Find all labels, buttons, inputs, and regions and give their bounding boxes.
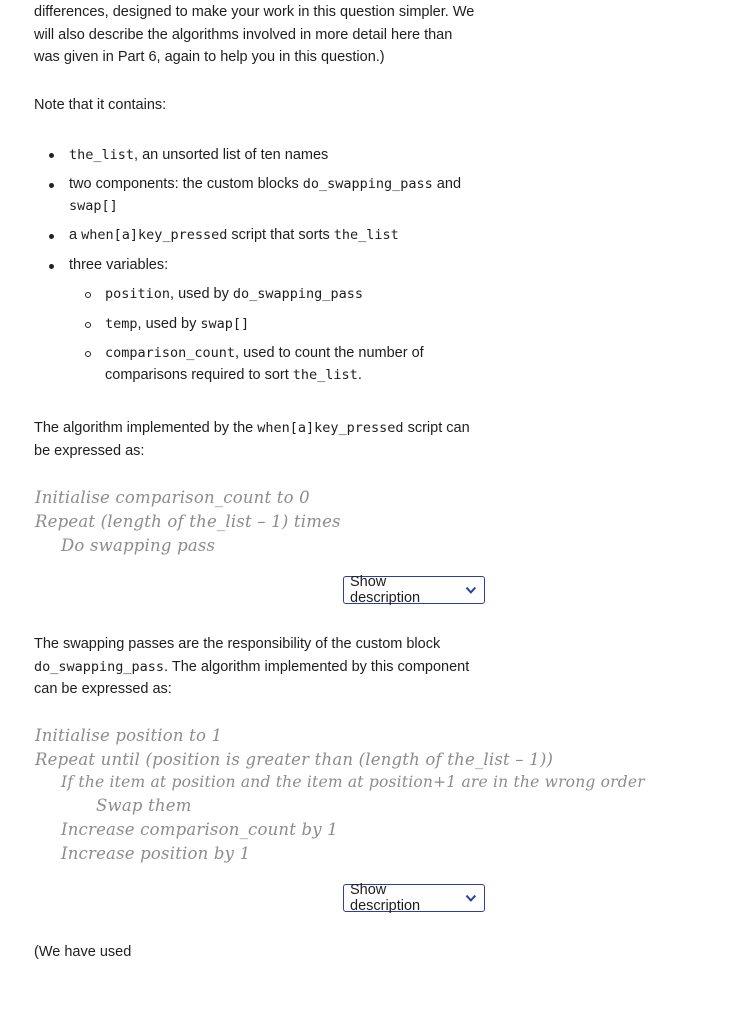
- show-description-button-2[interactable]: Show description: [343, 884, 485, 912]
- algo1-intro: The algorithm implemented by the when[a]key_pressed script can be expressed as:: [34, 420, 470, 459]
- algo1-line-2: Repeat (length of the_list – 1) times: [35, 512, 341, 531]
- bullet-marker: [49, 264, 54, 269]
- sub-list-item: comparison_count, used to count the number of comparisons required to sort the_list.: [105, 345, 424, 383]
- show-description-button-1[interactable]: Show description: [343, 576, 485, 604]
- algo2-line-2: Repeat until (position is greater than (length of the_list – 1)): [35, 750, 554, 769]
- list-item: two components: the custom blocks do_swapping_pass and swap[]: [69, 176, 462, 214]
- bullet-marker: [49, 153, 54, 158]
- algo2-line-6: Increase position by 1: [61, 844, 251, 863]
- list-item: three variables:: [69, 257, 169, 273]
- sub-bullet-marker: [85, 292, 91, 298]
- algo1-line-1: Initialise comparison_count to 0: [35, 488, 310, 507]
- algo2-line-3: If the item at position and the item at position+1 are in the wrong order: [61, 773, 645, 791]
- bullet-marker: [49, 234, 54, 239]
- chevron-down-icon: [464, 583, 478, 597]
- sub-bullet-marker: [85, 322, 91, 328]
- algo2-intro: The swapping passes are the responsibility of the custom block do_swapping_pass. The algorithm implemented by this component can be expressed as:: [34, 636, 470, 697]
- list-item: a when[a]key_pressed script that sorts the_list: [69, 227, 399, 243]
- list-item: the_list, an unsorted list of ten names: [69, 147, 329, 163]
- intro-line-3: was given in Part 6, again to help you in this question.): [34, 49, 385, 65]
- note-text: Note that it contains:: [34, 97, 167, 113]
- intro-line-2: will also describe the algorithms involved in more detail here than: [34, 26, 453, 43]
- algo2-line-5: Increase comparison_count by 1: [61, 820, 338, 839]
- algo2-line-4: Swap them: [96, 796, 192, 815]
- intro-line-1: differences, designed to make your work in this question simpler. We: [34, 4, 475, 20]
- bullet-marker: [49, 183, 54, 188]
- sub-bullet-marker: [85, 351, 91, 357]
- algo1-line-3: Do swapping pass: [61, 536, 216, 555]
- chevron-down-icon: [464, 891, 478, 905]
- algo2-line-1: Initialise position to 1: [35, 726, 223, 745]
- sub-list-item: position, used by do_swapping_pass: [105, 286, 363, 302]
- tail-text: (We have used: [34, 944, 132, 960]
- intro-paragraph: [34, 1, 474, 69]
- sub-list-item: temp, used by swap[]: [105, 316, 250, 332]
